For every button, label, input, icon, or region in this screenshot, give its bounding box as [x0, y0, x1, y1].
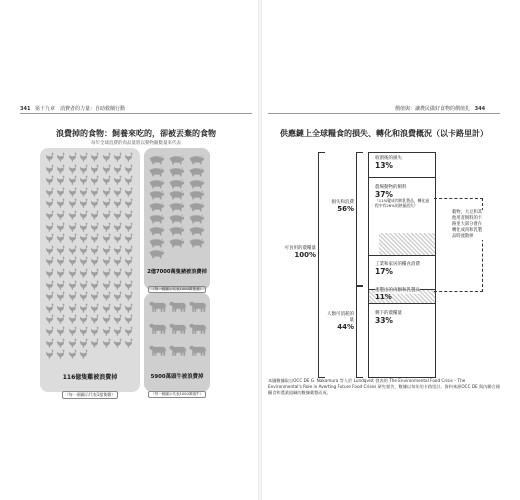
chicken-icon	[68, 233, 78, 243]
chicken-icon	[113, 198, 123, 208]
chicken-icon	[124, 303, 134, 313]
chicken-icon	[45, 233, 55, 243]
chicken-icon	[79, 291, 89, 301]
chicken-icon	[56, 349, 66, 359]
chicken-icon	[90, 303, 100, 313]
chicken-icon	[45, 152, 55, 162]
chicken-icon	[79, 314, 89, 324]
total-label-pct: 100%	[294, 251, 316, 259]
chicken-icon	[113, 175, 123, 185]
pig-icon	[148, 214, 165, 224]
chicken-icon	[45, 268, 55, 278]
right-page-number: 344	[474, 106, 486, 112]
chicken-icon	[68, 349, 78, 359]
consumed-label-pct: 44%	[337, 323, 354, 331]
chicken-icon	[90, 245, 100, 255]
right-footnote: 本圖數據取自OCC DE G. Nakamura 等人於 Lundqvist 發表的 The Environmental Food Crisis – The Environmental's Role in Averting Future Food Crises 研究報告，數據以每年的卡路里計，資料來源OCC DE 與內聯合國糧食和農業組織的數據彙整而成。	[268, 378, 500, 395]
chicken-icon	[124, 326, 134, 336]
chicken-icon	[113, 291, 123, 301]
chicken-icon	[79, 210, 89, 220]
chicken-icon	[102, 303, 112, 313]
loss-label-text: 損失和浪費	[331, 200, 354, 205]
chicken-icon	[68, 222, 78, 232]
chicken-icon	[79, 268, 89, 278]
right-title: 供應鏈上全球糧食的損失、轉化和浪費概況（以卡路里計）	[280, 129, 488, 138]
chicken-icon	[56, 291, 66, 301]
pig-icon	[148, 179, 165, 189]
pig-icon	[188, 179, 205, 189]
cow-icon	[169, 322, 187, 335]
chicken-caption	[40, 372, 140, 400]
pig-icon	[148, 238, 165, 248]
segment-industrial-use	[375, 262, 420, 275]
chicken-icon	[68, 210, 78, 220]
chicken-icon	[45, 303, 55, 313]
chicken-icon	[45, 245, 55, 255]
chicken-icon	[45, 326, 55, 336]
chicken-icon	[90, 338, 100, 348]
chicken-icon	[68, 198, 78, 208]
chicken-icon	[90, 326, 100, 336]
chicken-icon	[90, 187, 100, 197]
chicken-icon	[124, 291, 134, 301]
chicken-icon	[79, 222, 89, 232]
chicken-icon	[68, 338, 78, 348]
book-gutter	[258, 0, 262, 500]
chicken-icon	[56, 338, 66, 348]
chicken-icon	[45, 314, 55, 324]
pig-icon	[168, 202, 185, 212]
chicken-icon	[68, 303, 78, 313]
chicken-icon	[68, 187, 78, 197]
pig-note: （每一個圖示代表1000萬隻豬）	[148, 286, 206, 293]
chicken-icon	[113, 210, 123, 220]
chicken-icon	[90, 256, 100, 266]
segment-remaining-pct: 33%	[375, 316, 393, 325]
segment-divider	[369, 255, 435, 256]
chicken-icon	[102, 222, 112, 232]
segment-remaining	[375, 311, 402, 324]
chicken-icon	[124, 152, 134, 162]
consumed-label	[326, 312, 354, 330]
chicken-icon	[56, 164, 66, 174]
chicken-icon	[124, 256, 134, 266]
segment-remaining-text: 剩下的農糧量	[375, 311, 402, 316]
pig-icon	[168, 167, 185, 177]
chicken-icon	[124, 280, 134, 290]
chicken-count: 116億隻雞被浪費掉	[62, 374, 118, 381]
segment-harvest-loss	[375, 156, 402, 169]
pig-icon	[148, 249, 165, 259]
chicken-icon	[113, 222, 123, 232]
chicken-icon	[56, 222, 66, 232]
chicken-icon	[45, 349, 55, 359]
chicken-icon	[68, 326, 78, 336]
chicken-icon	[79, 349, 89, 359]
chicken-icon	[68, 291, 78, 301]
chicken-icon	[56, 152, 66, 162]
chicken-icon	[56, 268, 66, 278]
chicken-icon	[45, 164, 55, 174]
chicken-icon	[56, 210, 66, 220]
chicken-icon	[45, 222, 55, 232]
chicken-icon	[102, 210, 112, 220]
pig-icon	[188, 167, 205, 177]
chicken-icon	[102, 314, 112, 324]
pig-icon	[188, 214, 205, 224]
chicken-icon	[124, 210, 134, 220]
chicken-icon	[90, 210, 100, 220]
chicken-icon	[56, 245, 66, 255]
chicken-icon	[45, 291, 55, 301]
chicken-icon	[90, 280, 100, 290]
chicken-icon	[45, 338, 55, 348]
chicken-icon	[102, 175, 112, 185]
left-page-number: 341	[20, 106, 31, 112]
chicken-icon	[102, 233, 112, 243]
segment-divider	[369, 303, 435, 304]
segment-animal-feed-text: 農場動物的飼料	[375, 185, 407, 190]
pig-icon	[168, 179, 185, 189]
chicken-icon	[68, 175, 78, 185]
chicken-icon	[113, 233, 123, 243]
pig-icon	[188, 238, 205, 248]
pig-icon	[188, 190, 205, 200]
pig-icon	[148, 190, 165, 200]
consumed-label-text: 人類可消耗的量	[327, 312, 354, 323]
chicken-icon	[124, 175, 134, 185]
chicken-icon	[90, 152, 100, 162]
left-running-head	[20, 105, 125, 112]
loss-bracket	[356, 152, 363, 286]
chicken-icon	[113, 187, 123, 197]
chicken-icon	[124, 222, 134, 232]
left-title: 浪費掉的食物：飼養來吃的，卻被丟棄的食物	[56, 129, 216, 138]
chicken-icon	[124, 187, 134, 197]
cow-icon	[169, 300, 187, 313]
cow-icon	[149, 300, 167, 313]
chicken-icon	[79, 198, 89, 208]
right-header-rule	[268, 113, 500, 114]
pig-icon	[148, 167, 165, 177]
chicken-icon	[90, 164, 100, 174]
left-subtitle: 每年全球浪費的肉品量將以動物隨數量來代表	[91, 141, 181, 146]
cow-icon	[189, 344, 207, 357]
chicken-icon	[79, 280, 89, 290]
chicken-icon	[124, 233, 134, 243]
total-bracket	[318, 152, 325, 378]
chicken-icon	[56, 233, 66, 243]
pig-icon	[188, 155, 205, 165]
consumed-bracket	[356, 286, 363, 378]
segment-industrial-use-pct: 17%	[375, 267, 393, 276]
chicken-icon	[79, 175, 89, 185]
loss-label	[326, 200, 354, 212]
chicken-icon	[113, 164, 123, 174]
chicken-icon	[79, 233, 89, 243]
chicken-icon	[68, 256, 78, 266]
cow-icon	[149, 344, 167, 357]
loss-label-pct: 56%	[337, 205, 354, 213]
cow-caption	[144, 372, 210, 399]
chicken-icon	[56, 326, 66, 336]
chicken-icon	[90, 291, 100, 301]
cow-icon	[189, 322, 207, 335]
supply-chain-box	[368, 152, 436, 378]
chicken-icon	[45, 210, 55, 220]
chicken-icon	[68, 152, 78, 162]
chicken-icon	[79, 152, 89, 162]
chicken-icon	[68, 245, 78, 255]
chicken-icon	[56, 175, 66, 185]
chicken-icon	[56, 187, 66, 197]
pig-icon	[148, 202, 165, 212]
chicken-icon	[90, 198, 100, 208]
pig-icon	[148, 155, 165, 165]
chicken-icon	[102, 245, 112, 255]
segment-harvest-loss-text: 收割後的損失	[375, 156, 402, 161]
pig-icon	[168, 155, 185, 165]
chicken-icon	[113, 245, 123, 255]
chicken-icon	[102, 291, 112, 301]
chicken-icon	[79, 187, 89, 197]
chicken-icon	[102, 152, 112, 162]
chicken-icon	[45, 256, 55, 266]
chicken-icon	[102, 187, 112, 197]
chicken-icon	[79, 164, 89, 174]
pig-icon	[168, 226, 185, 236]
chicken-icon	[90, 175, 100, 185]
cow-note: （每一個圖示代表1000萬頭牛）	[148, 391, 206, 398]
chicken-icon	[79, 326, 89, 336]
segment-industrial-use-text: 工業和家居的糧食消費	[375, 262, 420, 267]
chicken-icon	[79, 256, 89, 266]
segment-animal-feed	[375, 185, 431, 208]
chicken-icon	[124, 314, 134, 324]
chicken-icon	[79, 303, 89, 313]
chicken-icon	[90, 233, 100, 243]
chicken-icon	[102, 256, 112, 266]
conversion-loss-hatch	[379, 233, 435, 255]
segment-meat-dairy-pct: 11%	[375, 293, 392, 301]
pig-icon	[148, 226, 165, 236]
chicken-icon	[113, 338, 123, 348]
chicken-icon	[102, 164, 112, 174]
chicken-icon	[56, 303, 66, 313]
segment-animal-feed-note: （11%變成肉和乳製品，轉化過程中有26%的熱量流失）	[375, 198, 430, 208]
chicken-icon	[90, 314, 100, 324]
chicken-icon	[79, 338, 89, 348]
left-header-rule	[20, 113, 252, 114]
chicken-icon	[68, 280, 78, 290]
chicken-icon	[90, 268, 100, 278]
chicken-icon	[56, 314, 66, 324]
chicken-icon	[45, 175, 55, 185]
segment-meat-dairy-text: 產製出的肉類和乳製品	[375, 288, 420, 293]
cow-icon	[189, 300, 207, 313]
chicken-icon	[113, 256, 123, 266]
chicken-icon	[124, 198, 134, 208]
total-label	[284, 246, 316, 258]
chicken-icon	[56, 256, 66, 266]
cow-icon	[149, 322, 167, 335]
chicken-icon	[79, 245, 89, 255]
cow-icon	[169, 344, 187, 357]
chicken-icon	[68, 164, 78, 174]
chicken-icon	[56, 198, 66, 208]
right-chapter-title: 價值與：讓農民做好食物的價值扎	[395, 106, 471, 112]
chicken-icon	[113, 326, 123, 336]
left-chapter-title: 第十九章 消費者的力量：自助救贖行動	[35, 106, 126, 112]
chicken-icon	[45, 198, 55, 208]
chicken-icon	[102, 198, 112, 208]
chicken-icon	[113, 152, 123, 162]
chicken-icon	[113, 280, 123, 290]
chicken-icon	[68, 268, 78, 278]
pig-icon	[188, 202, 205, 212]
chicken-icon	[113, 303, 123, 313]
chicken-icon	[45, 187, 55, 197]
cow-count: 5900萬頭牛被浪費掉	[150, 374, 204, 380]
side-note: 穀物、大豆和其他用者飼料的卡路里大部分會在轉化成肉和乳製品時流散掉	[452, 210, 483, 239]
chicken-note: （每一個圖示代表1億隻雞）	[62, 391, 119, 399]
chicken-icon	[102, 268, 112, 278]
right-running-head	[395, 105, 488, 112]
chicken-icon	[124, 268, 134, 278]
chicken-icon	[124, 245, 134, 255]
chicken-icon	[124, 164, 134, 174]
pig-caption	[144, 268, 210, 294]
segment-divider	[369, 177, 435, 178]
chicken-icon	[45, 280, 55, 290]
chicken-icon	[124, 338, 134, 348]
chicken-icon	[102, 280, 112, 290]
pig-icon	[168, 214, 185, 224]
pig-icon	[168, 238, 185, 248]
pig-icon	[188, 226, 205, 236]
segment-harvest-loss-pct: 13%	[375, 161, 393, 170]
chicken-icon	[102, 326, 112, 336]
chicken-icon	[113, 314, 123, 324]
chicken-icon	[56, 280, 66, 290]
pig-count: 2億7000萬隻豬被浪費掉	[147, 269, 207, 275]
pig-icon	[168, 190, 185, 200]
chicken-icon	[68, 314, 78, 324]
chicken-icon	[90, 222, 100, 232]
total-label-text: 可食用的農糧量	[284, 246, 316, 251]
segment-animal-feed-pct: 37%	[375, 190, 393, 199]
chicken-icon	[113, 268, 123, 278]
chicken-icon	[102, 338, 112, 348]
